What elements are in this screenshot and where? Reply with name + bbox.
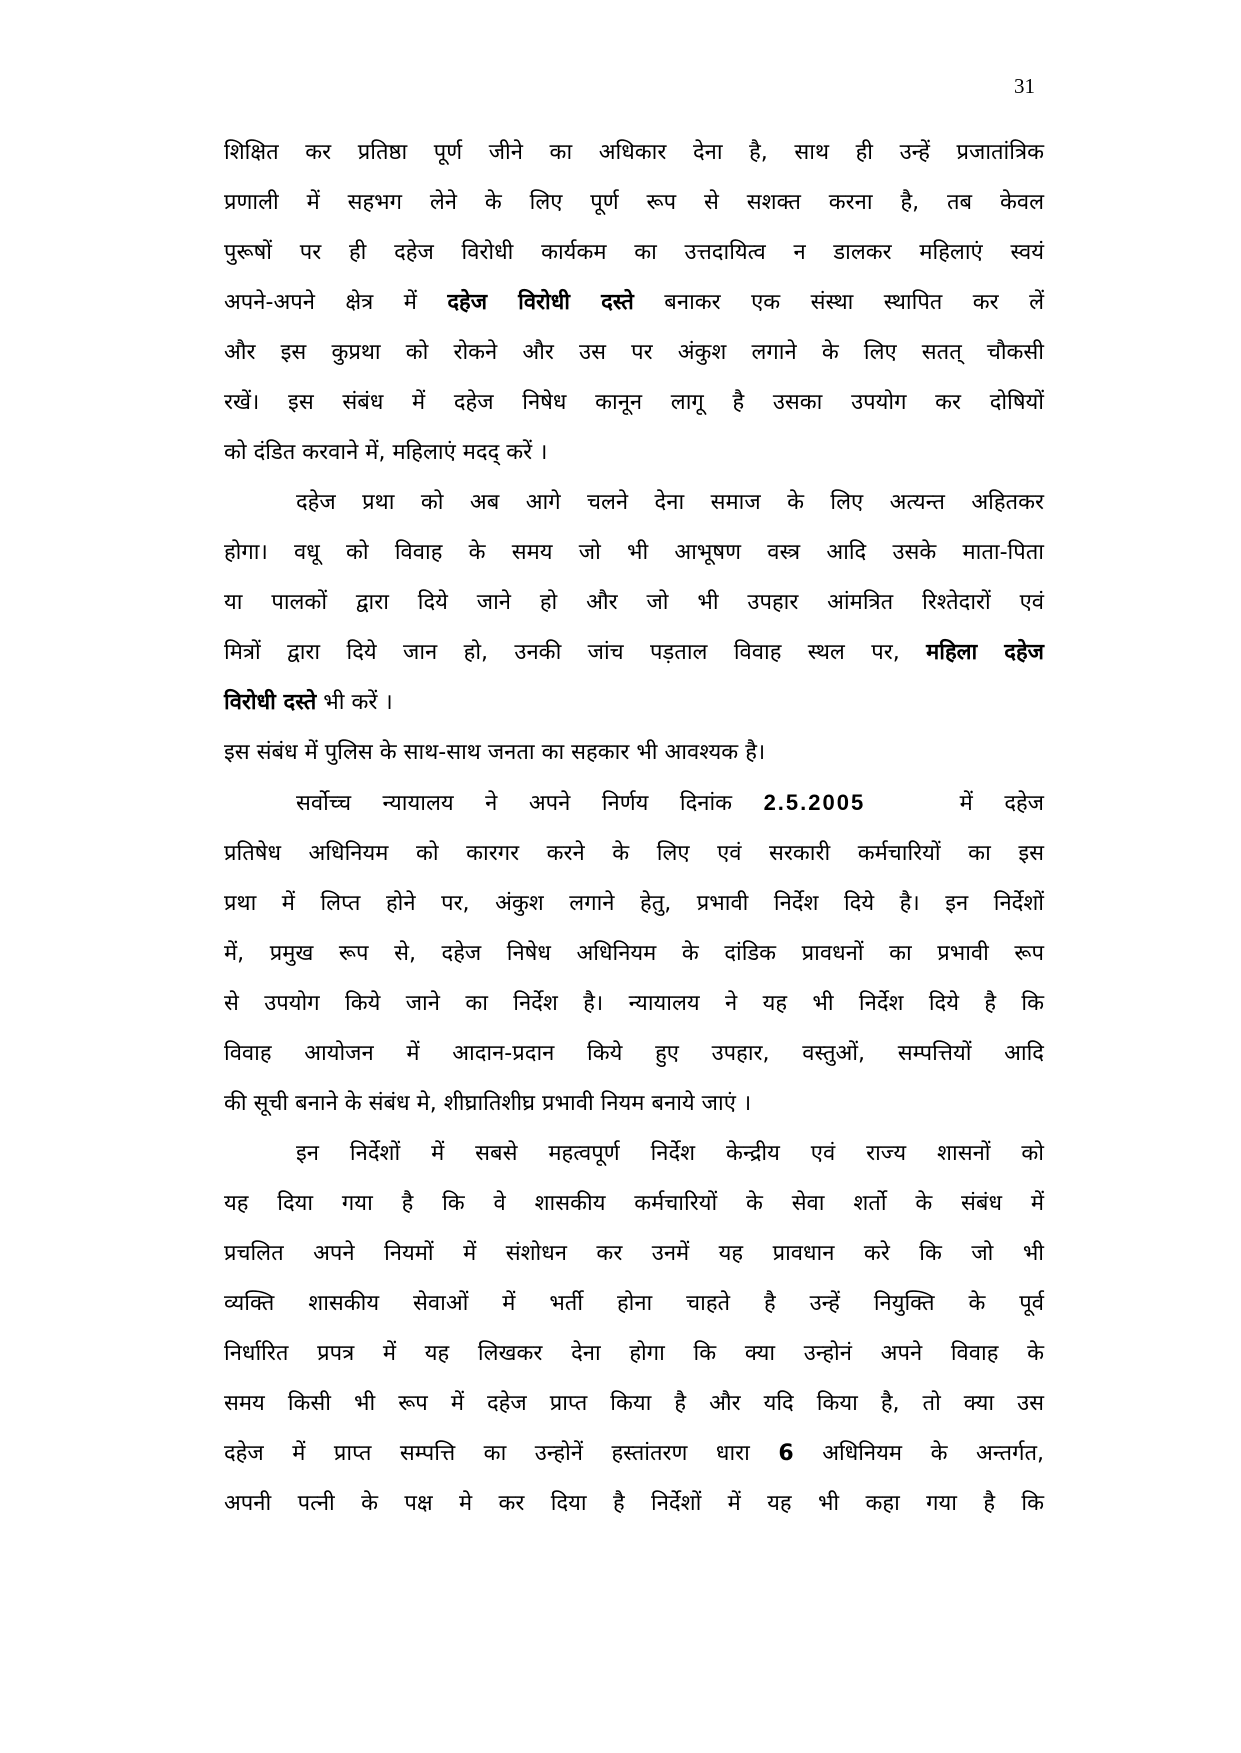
text-line: में, प्रमुख रूप से, दहेज निषेध अधिनियम के दांडिक प्रावधनों का प्रभावी रूप — [224, 941, 1044, 966]
text-line — [224, 278, 1044, 328]
text-line: प्रतिषेध अधिनियम को कारगर करने के लिए एवं सरकारी कर्मचारियों का इस — [224, 841, 1044, 866]
paragraph-2 — [224, 478, 1044, 728]
text-line: इस संबंध में पुलिस के साथ-साथ जनता का सहकार भी आवश्यक है। — [224, 740, 766, 765]
text-run: बनाकर एक संस्था स्थापित कर लें — [664, 290, 1045, 315]
text-line: से उपयोग किये जाने का निर्देश है। न्यायालय ने यह भी निर्देश दिये है कि — [224, 991, 1044, 1016]
text-line: शिक्षित कर प्रतिष्ठा पूर्ण जीने का अधिकार देना है, साथ ही उन्हें प्रजातांत्रिक — [224, 140, 1044, 165]
text-run: में दहेज — [959, 791, 1045, 816]
text-line: और इस कुप्रथा को रोकने और उस पर अंकुश लगाने के लिए सतत् चौकसी — [224, 340, 1045, 365]
date-value: 2.5.2005 — [763, 790, 866, 815]
paragraph-4 — [224, 778, 1044, 1129]
page-number: 31 — [1014, 74, 1035, 98]
bold-phrase: दहेज विरोधी दस्ते — [447, 290, 634, 315]
text-run: मित्रों द्वारा दिये जान हो, उनकी जांच पड़ताल विवाह स्थल पर, — [224, 640, 900, 665]
text-run: भी करें । — [323, 690, 393, 715]
text-line: अपनी पत्नी के पक्ष मे कर दिया है निर्देशों में यह भी कहा गया है कि — [224, 1491, 1044, 1516]
text-run: सर्वोच्च न्यायालय ने अपने निर्णय दिनांक — [296, 791, 733, 816]
text-line: पुरूषों पर ही दहेज विरोधी कार्यकम का उत्तदायित्व न डालकर महिलाएं स्वयं — [224, 240, 1044, 265]
text-line: निर्धारित प्रपत्र में यह लिखकर देना होगा कि क्या उन्होनं अपने विवाह के — [224, 1341, 1044, 1366]
text-run: अपने-अपने क्षेत्र में — [224, 290, 417, 315]
text-line: व्यक्ति शासकीय सेवाओं में भर्ती होना चाहते है उन्हें नियुक्ति के पूर्व — [224, 1291, 1044, 1316]
text-line: समय किसी भी रूप में दहेज प्राप्त किया है और यदि किया है, तो क्या उस — [224, 1391, 1044, 1416]
paragraph-5 — [224, 1129, 1044, 1529]
text-line: की सूची बनाने के संबंध मे, शीघ्रातिशीघ्र प्रभावी नियम बनाये जाएं । — [224, 1091, 752, 1116]
text-line — [224, 678, 1044, 728]
text-line: रखें। इस संबंध में दहेज निषेध कानून लागू है उसका उपयोग कर दोषियों — [224, 390, 1044, 415]
text-line: प्रणाली में सहभग लेने के लिए पूर्ण रूप से सशक्त करना है, तब केवल — [224, 190, 1044, 215]
text-line: या पालकों द्वारा दिये जाने हो और जो भी उपहार आंमत्रित रिश्तेदारों एवं — [224, 590, 1044, 615]
text-line — [224, 778, 1044, 829]
document-body — [224, 128, 1044, 1529]
paragraph-1 — [224, 128, 1044, 478]
bold-phrase: महिला दहेज — [926, 640, 1044, 665]
text-line: प्रचलित अपने नियमों में संशोधन कर उनमें यह प्रावधान करे कि जो भी — [224, 1241, 1044, 1266]
text-line — [224, 1429, 1044, 1479]
text-line — [224, 628, 1044, 678]
text-line: प्रथा में लिप्त होने पर, अंकुश लगाने हेतु, प्रभावी निर्देश दिये है। इन निर्देशों — [224, 891, 1044, 916]
bold-number: 6 — [778, 1441, 794, 1466]
text-line: इन निर्देशों में सबसे महत्वपूर्ण निर्देश केन्द्रीय एवं राज्य शासनों को — [296, 1141, 1044, 1166]
paragraph-3 — [224, 728, 1044, 778]
bold-phrase: विरोधी दस्ते — [224, 690, 317, 715]
text-line: होगा। वधू को विवाह के समय जो भी आभूषण वस्त्र आदि उसके माता-पिता — [224, 540, 1044, 565]
text-run: अधिनियम के अन्तर्गत, — [822, 1441, 1045, 1466]
text-line: यह दिया गया है कि वे शासकीय कर्मचारियों के सेवा शर्तो के संबंध में — [224, 1191, 1044, 1216]
text-line: को दंडित करवाने में, महिलाएं मदद् करें । — [224, 440, 548, 465]
text-run: दहेज में प्राप्त सम्पत्ति का उन्होनें हस्तांतरण धारा — [224, 1441, 750, 1466]
text-line: दहेज प्रथा को अब आगे चलने देना समाज के लिए अत्यन्त अहितकर — [296, 490, 1044, 515]
text-line: विवाह आयोजन में आदान-प्रदान किये हुए उपहार, वस्तुओं, सम्पत्तियों आदि — [224, 1041, 1044, 1066]
